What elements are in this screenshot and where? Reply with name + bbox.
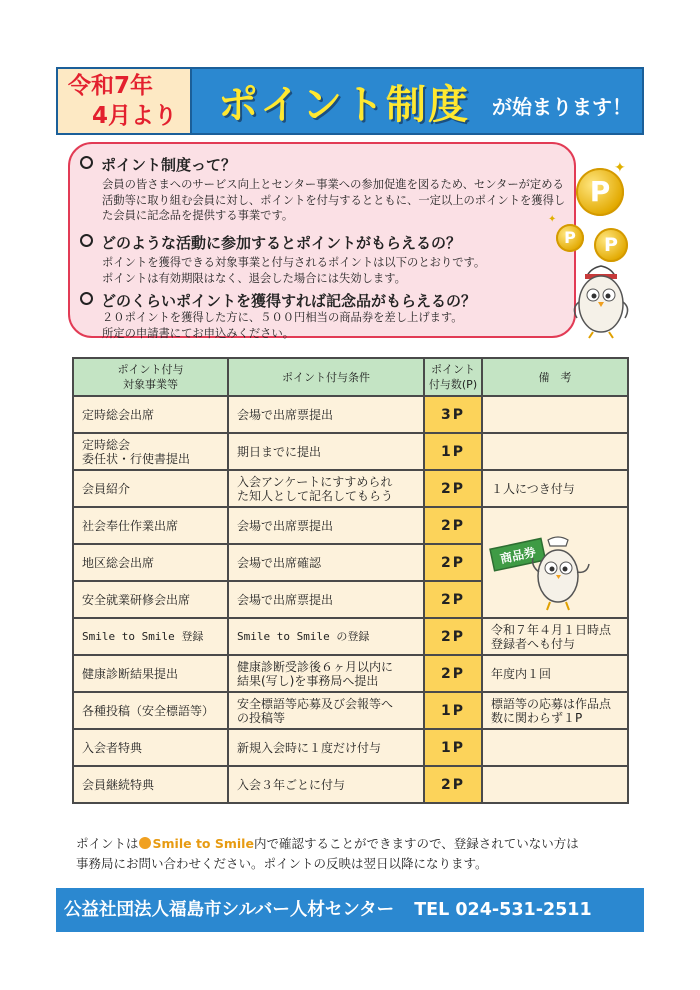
condition-cell: 会場で出席票提出 bbox=[228, 507, 424, 544]
note-cell bbox=[482, 766, 628, 803]
event-cell: 入会者特典 bbox=[73, 729, 228, 766]
circle-bullet-icon bbox=[80, 156, 93, 169]
condition-cell: 健康診断受診後６ヶ月以内に 結果(写し)を事務局へ提出 bbox=[228, 655, 424, 692]
page-title: ポイント制度 bbox=[218, 82, 470, 128]
footer-contact-bar bbox=[56, 888, 644, 932]
note-cell bbox=[482, 396, 628, 433]
condition-cell: 入会３年ごとに付与 bbox=[228, 766, 424, 803]
points-cell: 2P bbox=[424, 581, 482, 618]
circle-bullet-icon bbox=[80, 292, 93, 305]
condition-cell: 会場で出席確認 bbox=[228, 544, 424, 581]
points-cell: 1P bbox=[424, 729, 482, 766]
sparkle-icon: ✦ bbox=[614, 160, 626, 176]
points-cell: 2P bbox=[424, 766, 482, 803]
start-date-year: 令和7年 bbox=[68, 73, 154, 99]
note-cell: 年度内１回 bbox=[482, 655, 628, 692]
table-row bbox=[73, 618, 628, 655]
table-row bbox=[73, 729, 628, 766]
points-cell: 2P bbox=[424, 544, 482, 581]
owl-mascot-with-voucher-icon bbox=[486, 532, 606, 618]
column-header-event: ポイント付与 対象事業等 bbox=[73, 358, 228, 396]
app-notice: ポイントは Smile to Smile内で確認することができますので、登録されていない方は 事務局にお問い合わせください。ポイントの反映は翌日以降になります。 bbox=[76, 836, 579, 871]
condition-cell: 安全標語等応募及び会報等へ の投稿等 bbox=[228, 692, 424, 729]
note-cell: １人につき付与 bbox=[482, 470, 628, 507]
points-cell: 2P bbox=[424, 655, 482, 692]
organization-name: 公益社団法人福島市シルバー人材センター bbox=[64, 900, 395, 920]
event-cell: 地区総会出席 bbox=[73, 544, 228, 581]
column-header-note: 備 考 bbox=[482, 358, 628, 396]
note-cell bbox=[482, 433, 628, 470]
event-cell: 会員紹介 bbox=[73, 470, 228, 507]
points-cell: 2P bbox=[424, 618, 482, 655]
header-banner bbox=[56, 67, 644, 135]
condition-cell: 期日までに提出 bbox=[228, 433, 424, 470]
start-date-month: 4月より bbox=[92, 103, 178, 129]
condition-cell: Smile to Smile の登録 bbox=[228, 618, 424, 655]
page-title-tail: が始まります！ bbox=[492, 95, 632, 119]
table-row bbox=[73, 692, 628, 729]
event-cell: 安全就業研修会出席 bbox=[73, 581, 228, 618]
points-cell: 1P bbox=[424, 433, 482, 470]
event-cell: 定時総会出席 bbox=[73, 396, 228, 433]
point-coin-icon: P bbox=[594, 228, 628, 262]
start-date-badge bbox=[58, 69, 192, 133]
condition-cell: 会場で出席票提出 bbox=[228, 396, 424, 433]
faq-question-3: どのくらいポイントを獲得すれば記念品がもらえるの？ bbox=[80, 290, 476, 311]
column-header-condition: ポイント付与条件 bbox=[228, 358, 424, 396]
note-cell: 令和７年４月１日時点 登録者へも付与 bbox=[482, 618, 628, 655]
event-cell: 定時総会 委任状・行使書提出 bbox=[73, 433, 228, 470]
column-header-points: ポイント 付与数(P) bbox=[424, 358, 482, 396]
sparkle-icon: ✦ bbox=[548, 214, 557, 225]
owl-mascot-icon bbox=[566, 262, 636, 342]
smile-to-smile-logo: Smile to Smile bbox=[139, 836, 254, 851]
table-row bbox=[73, 396, 628, 433]
points-cell: 1P bbox=[424, 692, 482, 729]
table-row bbox=[73, 766, 628, 803]
event-cell: 健康診断結果提出 bbox=[73, 655, 228, 692]
condition-cell: 新規入会時に１度だけ付与 bbox=[228, 729, 424, 766]
table-row bbox=[73, 433, 628, 470]
note-cell: 標語等の応募は作品点 数に関わらず１P bbox=[482, 692, 628, 729]
faq-question-2: どのような活動に参加するとポイントがもらえるの？ bbox=[80, 232, 461, 253]
faq-question-1: ポイント制度って？ bbox=[80, 154, 236, 175]
faq-answer-3: ２０ポイントを獲得した方に、５００円相当の商品券を差し上げます。 所定の申請書にてお申込みください。 bbox=[102, 311, 463, 340]
event-cell: 会員継続特典 bbox=[73, 766, 228, 803]
faq-answer-2: ポイントを獲得できる対象事業と付与されるポイントは以下のとおりです。 ポイントは有効期限はなく、退会した場合には失効します。 bbox=[102, 256, 486, 285]
table-row bbox=[73, 655, 628, 692]
point-coin-icon: P bbox=[576, 168, 624, 216]
condition-cell: 入会アンケートにすすめられ た知人として記名してもらう bbox=[228, 470, 424, 507]
event-cell: 社会奉仕作業出席 bbox=[73, 507, 228, 544]
point-coin-icon: P bbox=[556, 224, 584, 252]
voucher-label: 商品券 bbox=[498, 544, 538, 567]
phone-number: TEL 024-531-2511 bbox=[414, 900, 592, 920]
smile-face-icon bbox=[139, 837, 151, 849]
points-cell: 2P bbox=[424, 470, 482, 507]
event-cell: 各種投稿（安全標語等） bbox=[73, 692, 228, 729]
points-cell: 2P bbox=[424, 507, 482, 544]
intro-faq-box bbox=[68, 142, 576, 338]
event-cell: Smile to Smile 登録 bbox=[73, 618, 228, 655]
circle-bullet-icon bbox=[80, 234, 93, 247]
note-cell bbox=[482, 729, 628, 766]
faq-answer-1: 会員の皆さまへのサービス向上とセンター事業への参加促進を図るため、センターが定める活動等に取り組む会員に対し、ポイントを付与するとともに、一定以上のポイントを獲得した会員に記念品を提供する事業です。 bbox=[102, 178, 566, 222]
table-header-row bbox=[73, 358, 628, 396]
table-row bbox=[73, 470, 628, 507]
condition-cell: 会場で出席票提出 bbox=[228, 581, 424, 618]
points-cell: 3P bbox=[424, 396, 482, 433]
